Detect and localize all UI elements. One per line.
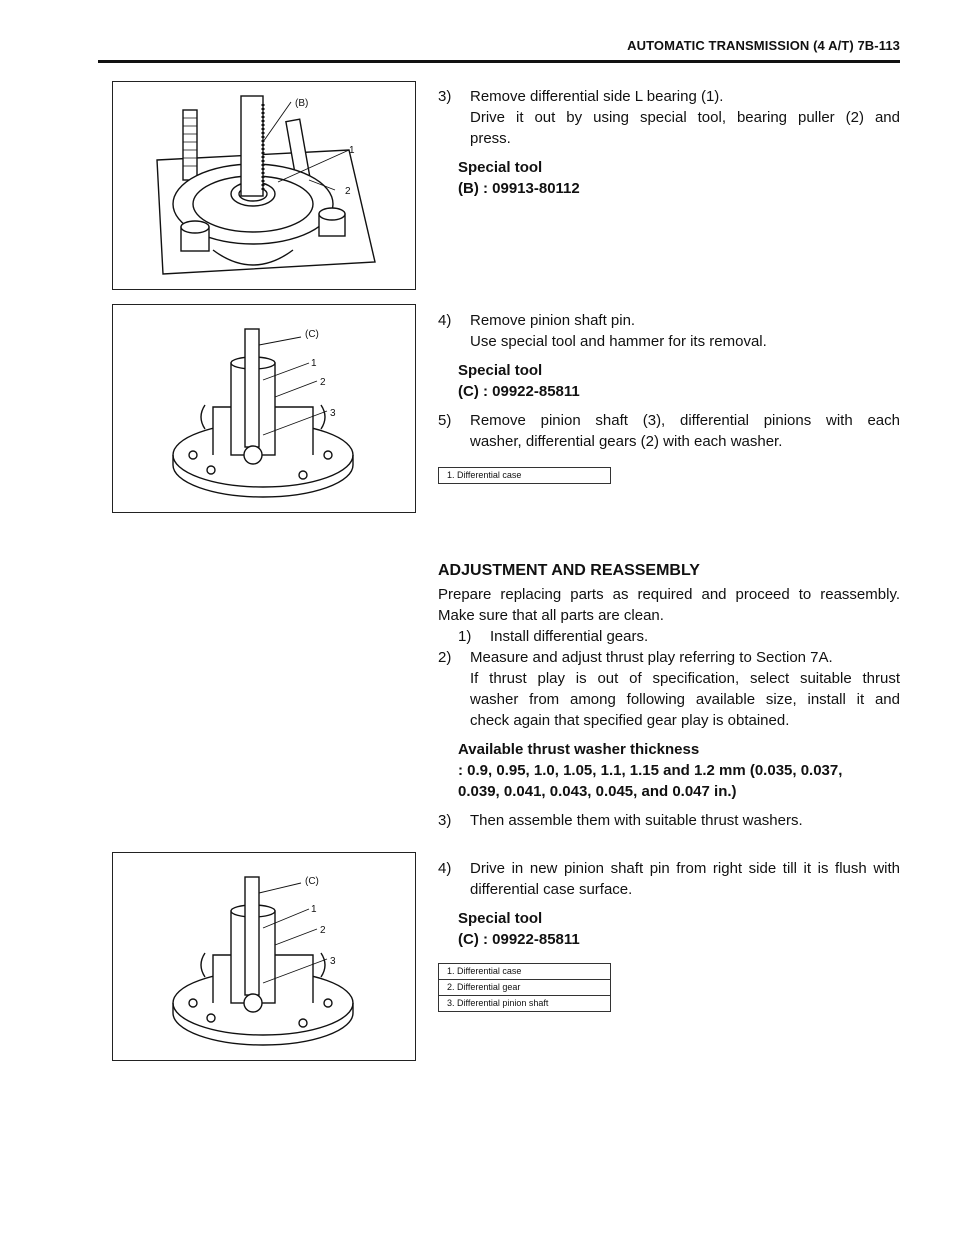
step-number: 5)	[438, 412, 452, 429]
step-remove-side-bearing: 3) Remove differential side L bearing (1). Drive it out by using special tool, bearing puller (2) and press. Special tool (B) : 09913-80112	[438, 88, 900, 197]
legend-row: 2. Differential gear	[439, 979, 610, 995]
fig2-label-3: 3	[330, 408, 336, 419]
step-install-pinion-pin: 4) Drive in new pinion shaft pin from right side till it is flush with differential case surface. Special tool (C) : 09922-85811	[438, 860, 900, 948]
step-number: 3)	[438, 812, 452, 829]
pinion-pin-removal-illustration	[113, 305, 415, 512]
legend-table-2	[438, 963, 611, 1012]
special-tool-value: (C) : 09922-85811	[458, 931, 580, 948]
fig1-label-2: 2	[345, 186, 351, 197]
fig3-label-2: 2	[320, 925, 326, 936]
fig3-label-1: 1	[311, 904, 317, 915]
legend-row: 3. Differential pinion shaft	[439, 995, 610, 1011]
special-tool-label: Special tool	[458, 159, 543, 176]
fig1-label-tool: (B)	[295, 98, 309, 109]
fig2-label-tool: (C)	[305, 329, 319, 340]
page-header	[98, 36, 900, 63]
adjustment-reassembly-section: ADJUSTMENT AND REASSEMBLY Prepare replacing parts as required and proceed to reassembly. Make sure that all parts are clean. 1) Install differential gears. 2) Measure and adjust thrust play referring to Section 7A. If thrust play is out of specification, select suitable thrust washer from among following available size, install it and check again that specified gear play is obtained. Available thrust washer thickness : 0.9, 0.95, 1.0, 1.05, 1.1, 1.15 and 1.2 mm (0.035, 0.037, 0.039, 0.041, 0.043, 0.045, and 0.047 in.) 3) Then assemble them with suitable thrust washers.	[438, 562, 900, 829]
step-number: 2)	[438, 649, 452, 666]
step-number: 4)	[438, 860, 452, 877]
legend-row: 1. Differential case	[447, 966, 522, 976]
special-tool-value: (C) : 09922-85811	[458, 383, 580, 400]
thickness-label: Available thrust washer thickness	[458, 741, 700, 758]
fig1-label-1: 1	[349, 145, 355, 156]
figure-bearing-puller	[112, 81, 416, 290]
thickness-values-line1: : 0.9, 0.95, 1.0, 1.05, 1.1, 1.15 and 1.2 mm (0.035, 0.037,	[458, 762, 843, 779]
special-tool-label: Special tool	[458, 362, 543, 379]
fig3-label-tool: (C)	[305, 876, 319, 887]
step-number: 4)	[438, 312, 452, 329]
step-remove-pinion-pin: 4) Remove pinion shaft pin. Use special tool and hammer for its removal. Special tool (C) : 09922-85811 5) Remove pinion shaft (3), differential pinions with each washer, differential gears (2) with each washer.	[438, 312, 900, 450]
special-tool-label: Special tool	[458, 910, 543, 927]
fig3-label-3: 3	[330, 956, 336, 967]
section-heading: ADJUSTMENT AND REASSEMBLY	[438, 562, 700, 579]
bearing-puller-illustration	[113, 82, 415, 289]
legend-table-1	[438, 467, 611, 484]
fig2-label-1: 1	[311, 358, 317, 369]
fig2-label-2: 2	[320, 377, 326, 388]
thickness-values-line2: 0.039, 0.041, 0.043, 0.045, and 0.047 in.)	[458, 783, 737, 800]
step-number: 3)	[438, 88, 452, 105]
pinion-pin-install-illustration	[113, 853, 415, 1060]
step-remove-pinion-shaft: 5) Remove pinion shaft (3), differential pinions with each washer, differential gears (2) with each washer.	[438, 412, 900, 450]
step-number: 1)	[458, 628, 472, 645]
legend-row: 1. Differential case	[447, 470, 522, 480]
page-title: AUTOMATIC TRANSMISSION (4 A/T) 7B-113	[627, 38, 900, 53]
special-tool-value: (B) : 09913-80112	[458, 180, 580, 197]
figure-pinion-pin-removal	[112, 304, 416, 513]
figure-pinion-pin-install	[112, 852, 416, 1061]
